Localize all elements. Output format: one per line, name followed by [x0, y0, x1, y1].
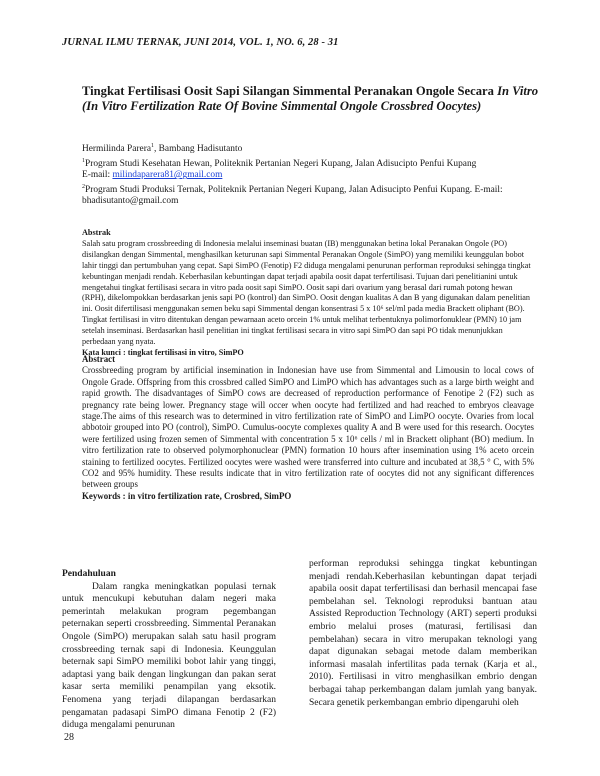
intro-heading: Pendahuluan [62, 569, 116, 579]
affiliation-1 [82, 156, 542, 171]
abstract-heading: Abstract [82, 354, 116, 364]
email-label: E-mail: [82, 170, 113, 181]
intro-paragraph-left: Dalam rangka meningkatkan populasi ternak untuk mencukupi kebutuhan dalam negeri maka pemerintah melakukan program pegembangan peternakan seperti crossbreeding. Simmental Peranakan Ongole (SimPO) merupakan salah satu hasil program crossbreeding ternak sapi di Indonesia. Keunggulan beternak sapi SimPO memiliki bobot lahir yang tinggi, adaptasi yang baik dengan lingkungan dan pakan serat kasar serta memiliki penampilan yang eksotik. Fenomena yang terjadi dilapangan berdasarkan pengamatan padasapi SimPO dimana Fenotip 2 (F2) diduga mengalami penurunan [62, 581, 276, 731]
affiliation-2-text: Program Studi Produksi Ternak, Politeknik Pertanian Negeri Kupang, Jalan Adisucipto Penfui Kupang. E-mail: bhadisutanto@gmail.com [82, 184, 503, 207]
title-english: (In Vitro Fertilization Rate Of Bovine Simmental Ongole Crossbred Oocytes) [82, 99, 482, 113]
journal-header: JURNAL ILMU TERNAK, JUNI 2014, VOL. 1, NO. 6, 28 - 31 [62, 37, 339, 48]
abstract-section [82, 354, 534, 502]
affiliation-1-sup: 1 [82, 157, 85, 164]
email-link[interactable]: milindaparera81@gmail.com [112, 170, 223, 181]
page-number: 28 [64, 732, 74, 743]
affiliation-1-text: Program Studi Kesehatan Hewan, Politeknik Pertanian Negeri Kupang, Jalan Adisucipto Penfui Kupang [85, 158, 477, 169]
author-sup-1: 1 [150, 143, 154, 149]
abstract-body: Crossbreeding program by artificial insemination in Indonesian have use from Simmental and Limousin to local cows of Ongole Grade. Offspring from this crossbred called SimPO and LimPO which has advantages such as a large birth weight and rapid growth. The disadvantages of SimPO cows are decreased of reproduction performance of Fenotipe 2 (F2) such as pregnancy rate being lower. Pregnancy stage will occer when oocyte had fertilized and had reached to embryos cleavage stage.The aims of this research was to determined in vitro fertilization rate of SimPO and LimPO oocyte. Ovaries from local abbotoir grouped into PO (control), SimPO. Cumulus-oocyte complexes quality A and B were used for this research. Oocytes were fertilized using frozen semen of Simmental with concentration 5 x 10⁶ cells / ml in Brackett oliphant (BO) medium. In vitro fertilization rate to observed polymorphonuclear (PMN) formation 10 hours after insemination using 1% aceto orcein staining to fertilized oocytes. Fertilized oocytes were washed were transferred into culture and incubated at 38,5 ° C, with 5% CO2 and 95% humidity. These results indicate that in vitro fertilization rate of oocytes did not any significant differences between groups [82, 365, 534, 490]
abstrak-body: Salah satu program crossbreeding di Indonesia melalui inseminasi buatan (IB) menggunakan betina lokal Peranakan Ongole (PO) disilangkan dengan Simmental, menghasilkan keturunan sapi Simmental Peranakan Ongole (SimPO) yang memiliki keunggulan bobot lahir tinggi dan pertumbuhan yang cepat. Sapi SimPO (Fenotip) F2 diduga mengalami penurunan performan reproduksi sehingga tingkat kebuntingan menjadi rendah. Keberhasilan kebuntingan dapat terjadi apabila oosit dapat terfertilisasi. Tujuan dari penelitianini untuk mengetahui tingkat fertilisasi secara in vitro pada oosit sapi SimPO. Oosit sapi dari ovarium yang berasal dari rumah potong hewan (RPH), dikelompokkan berdasarkan jenis sapi PO (kontrol) dan SimPO. Oosit dengan kualitas A dan B yang digunakan dalam penelitian ini. Oosit difertilisasi menggunakan semen beku sapi Simmental dengan konsentrasi 5 x 10⁶ sel/ml pada media Brackett oliphant (BO). Tingkat fertilisasi in vitro ditentukan dengan pewarnaan aceto orcein 1% untuk melihat terbentuknya polimorfonuklear (PMN) 10 jam setelah inseminasi. Berdasarkan hasil penelitian ini tingkat fertilisasi secara in vitro sapi SimPO dan sapi PO tidak menunjukkan perbedaan yang nyata. [82, 238, 531, 347]
intro-paragraph-right: performan reproduksi sehingga tingkat kebuntingan menjadi rendah.Keberhasilan kebuntingan dapat terjadi apabila oosit dapat terfertilisasi dan berhasil mencapai fase pembelahan sel. Teknologi reproduksi bantuan atau Assisted Reproduction Technology (ART) seperti produksi embrio melalui proses (maturasi, fertilisasi dan pembelahan) secara in vitro merupakan teknologi yang dapat digunakan sebagai metode dalam memberikan informasi masalah infertilitas pada ternak (Karja et al., 2010). Fertilisasi in vitro menghasilkan embrio dengan berbagai tahap perkembangan dalam jumlah yang banyak. Secara genetik perkembangan embrio dipengaruhi oleh [309, 559, 537, 708]
affiliation-2 [82, 182, 542, 208]
title-indonesian: Tingkat Fertilisasi Oosit Sapi Silangan Simmental Peranakan Ongole Secara [82, 84, 494, 98]
abstrak-section [82, 228, 534, 359]
affiliation-2-sup: 2 [82, 183, 85, 190]
abstrak-heading: Abstrak [82, 228, 111, 237]
title-indonesian-italic: In Vitro [497, 84, 539, 98]
author-line [82, 141, 542, 156]
author-name-1: Hermilinda Parera [82, 144, 151, 155]
intro-right-column [309, 558, 537, 709]
intro-left-column [62, 568, 276, 732]
authors-block [82, 141, 542, 208]
author-name-2: , Bambang Hadisutanto [153, 144, 243, 155]
email-line-1 [82, 170, 542, 182]
keywords: Keywords : in vitro fertilization rate, Crosbred, SimPO [82, 490, 292, 501]
article-title [82, 84, 552, 114]
kata-kunci: Kata kunci : tingkat fertilisasi in vitro, SimPO [82, 347, 244, 357]
